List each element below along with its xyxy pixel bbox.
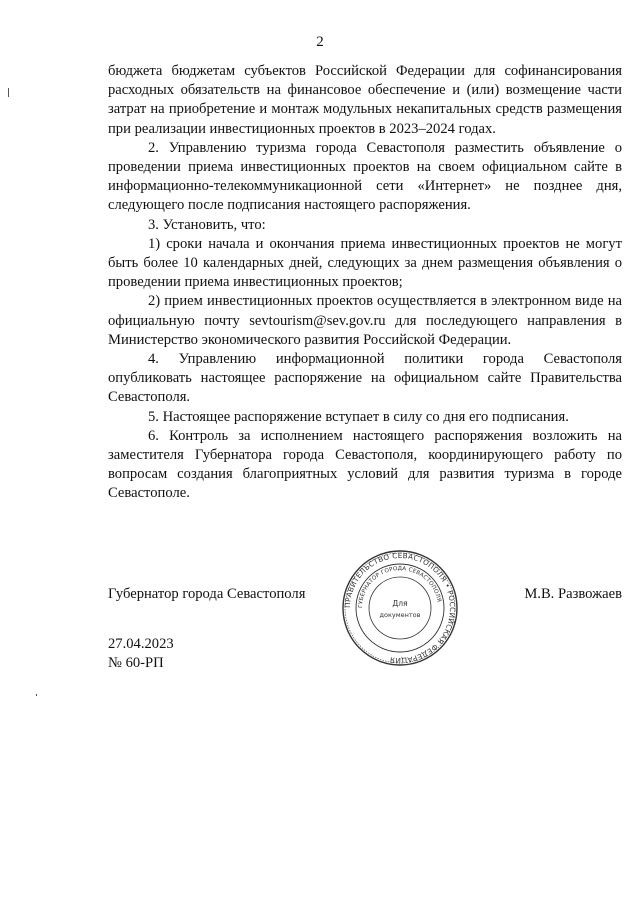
scan-artifact-mark: [8, 88, 9, 97]
paragraph-3-2: 2) прием инвестиционных проектов осуществляется в электронном виде на официальную почту sevtourism@sev.gov.ru для последующего направления в Министерство экономического развития Российской Федерации.: [108, 293, 622, 348]
paragraph-3-1: 1) сроки начала и окончания приема инвестиционных проектов не могут быть более 10 календарных дней, следующих за днем размещения объявления о проведении приема инвестиционных проектов;: [108, 235, 622, 291]
seal-center-line-1: Для: [392, 599, 408, 608]
paragraph-4: 4. Управлению информационной политики города Севастополя опубликовать настоящее распоряжение на официальном сайте Правительства Севастополя.: [108, 351, 622, 406]
paragraph-3: 3. Установить, что:: [148, 216, 266, 233]
seal-center-line-2: документов: [379, 611, 421, 619]
page-number: 2: [316, 34, 324, 50]
document-date: 27.04.2023: [108, 636, 174, 652]
scan-artifact-dot: [36, 694, 37, 696]
document-body: [108, 62, 622, 504]
seal-inner-text: ГУБЕРНАТОР ГОРОДА СЕВАСТОПОЛЯ: [357, 565, 442, 609]
document-number: № 60-РП: [108, 655, 164, 671]
signatory-name: М.В. Развожаев: [524, 586, 622, 602]
seal-inner-ring: [369, 577, 431, 639]
official-seal: [340, 548, 460, 668]
paragraph-5: 5. Настоящее распоряжение вступает в силу со дня его подписания.: [148, 408, 569, 425]
paragraph-2: 2. Управлению туризма города Севастополя разместить объявление о проведении приема инвестиционных проектов на своем официальном сайте в информационно-телекоммуникационной сети «Интернет» не позднее дня, следующего после подписания настоящего распоряжения.: [108, 139, 622, 214]
paragraph-1: бюджета бюджетам субъектов Российской Федерации для софинансирования расходных обязательств на финансовое обеспечение и (или) возмещение части затрат на приобретение и монтаж модульных некапитальных средств размещения при реализации инвестиционных проектов в 2023–2024 годах.: [108, 63, 622, 137]
paragraph-6: 6. Контроль за исполнением настоящего распоряжения возложить на заместителя Губернатора города Севастополя, координирующего работу по вопросам создания благоприятных условий для развития туризма в городе Севастополе.: [108, 427, 622, 502]
seal-outer-text: ПРАВИТЕЛЬСТВО СЕВАСТОПОЛЯ • РОССИЙСКАЯ ФЕДЕРАЦИЯ: [342, 550, 458, 666]
signatory-title: Губернатор города Севастополя: [108, 586, 306, 602]
